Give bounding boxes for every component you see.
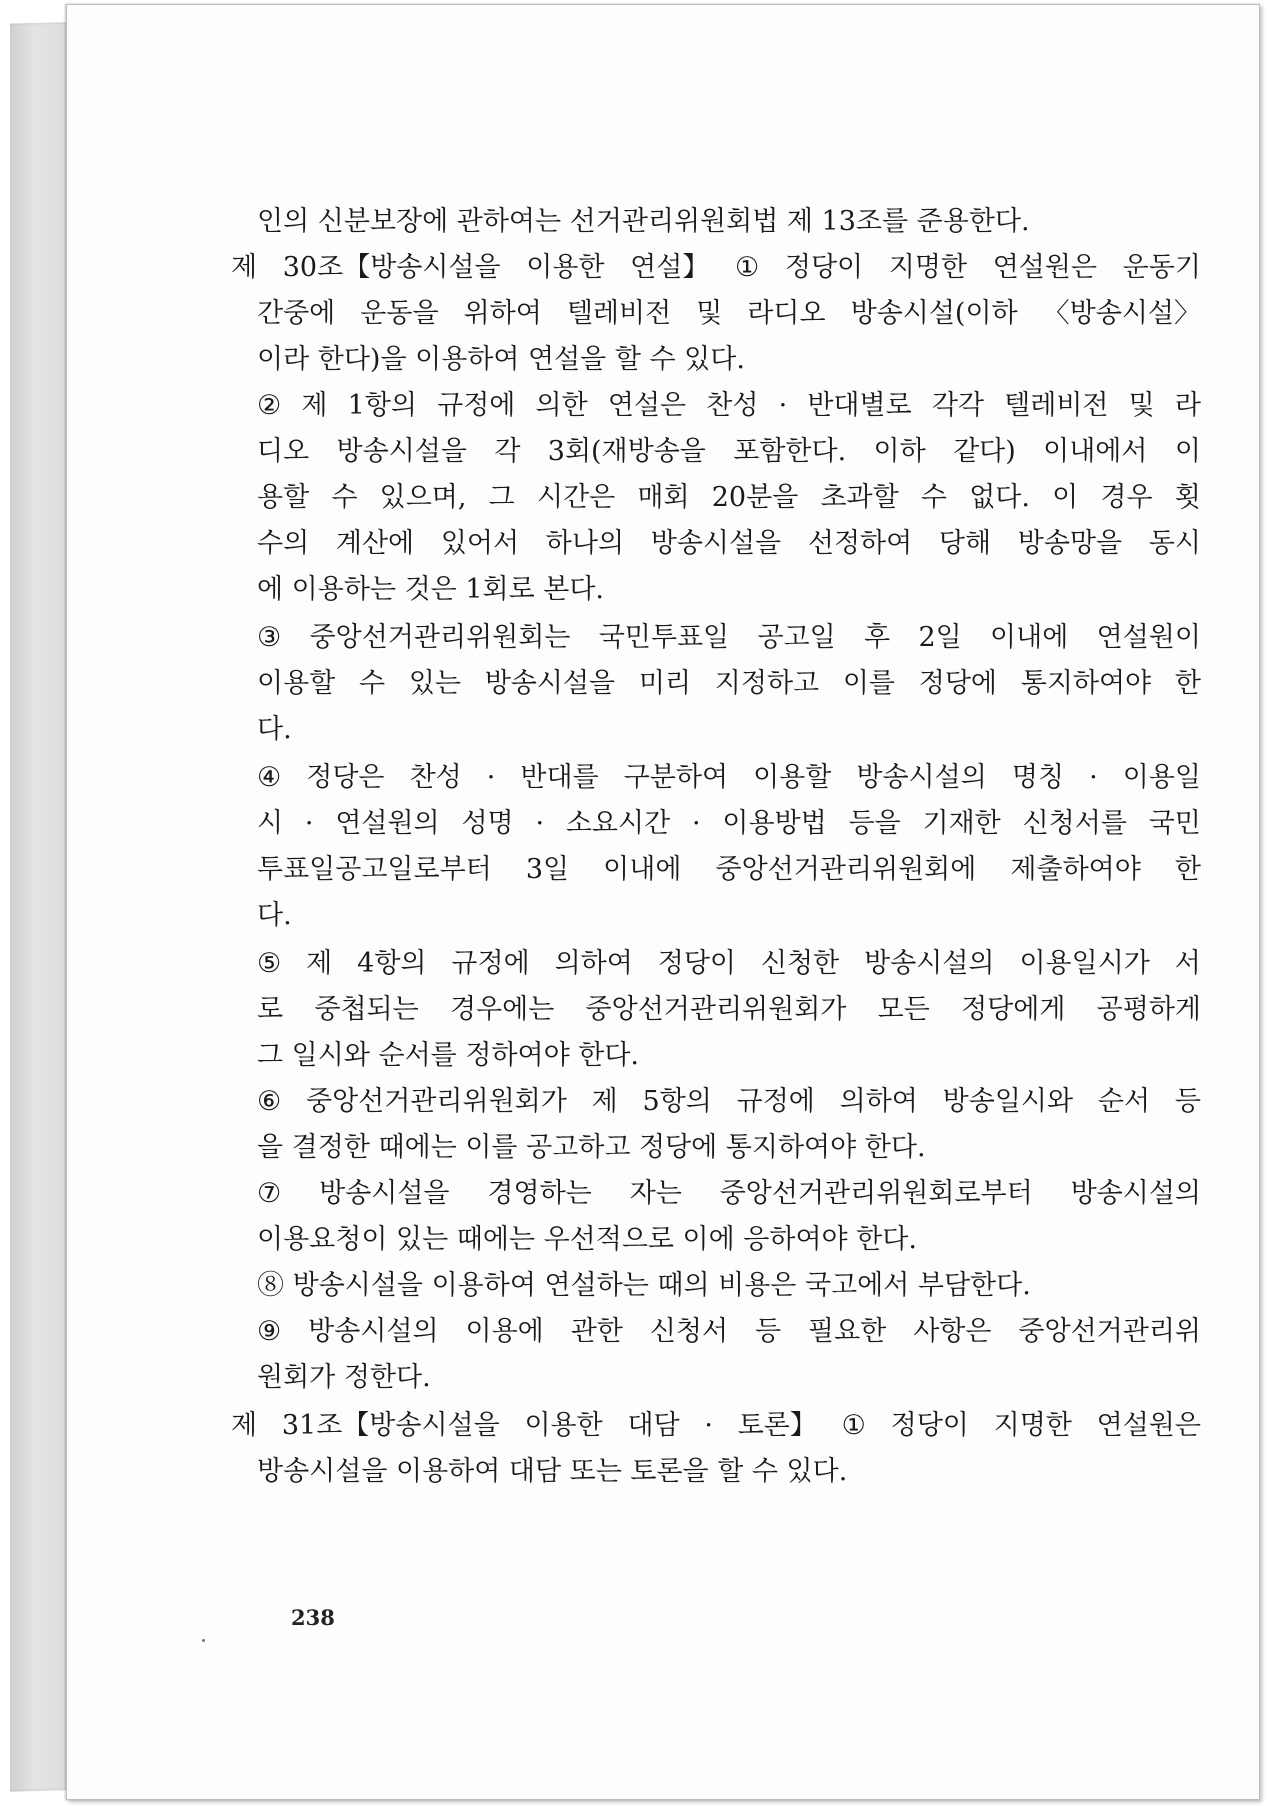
book-page [66, 4, 1260, 1800]
text-line: ② 제 1항의 규정에 의한 연설은 찬성 · 반대별로 각각 텔레비전 및 라 [257, 390, 1201, 421]
text-line: ⑧ 방송시설을 이용하여 연설하는 때의 비용은 국고에서 부담한다. [257, 1270, 1031, 1301]
text-line: 로 중첩되는 경우에는 중앙선거관리위원회가 모든 정당에게 공평하게 [257, 994, 1201, 1025]
text-line: ④ 정당은 찬성 · 반대를 구분하여 이용할 방송시설의 명칭 · 이용일 [257, 762, 1201, 793]
text-line: ⑥ 중앙선거관리위원회가 제 5항의 규정에 의하여 방송일시와 순서 등 [257, 1086, 1201, 1117]
text-line: 제 30조【방송시설을 이용한 연설】 ① 정당이 지명한 연설원은 운동기 [231, 252, 1201, 283]
text-line: 시 · 연설원의 성명 · 소요시간 · 이용방법 등을 기재한 신청서를 국민 [257, 808, 1201, 839]
text-line: 이라 한다)을 이용하여 연설을 할 수 있다. [257, 344, 745, 375]
page-number: 238 [291, 1605, 335, 1630]
text-line: 다. [257, 900, 292, 931]
text-line: 디오 방송시설을 각 3회(재방송을 포함한다. 이하 같다) 이내에서 이 [257, 436, 1201, 467]
text-line: 다. [257, 714, 292, 745]
text-line: 그 일시와 순서를 정하여야 한다. [257, 1040, 639, 1071]
book-spine-edge [10, 22, 72, 1792]
text-line: 수의 계산에 있어서 하나의 방송시설을 선정하여 당해 방송망을 동시 [257, 528, 1201, 559]
text-line: 인의 신분보장에 관하여는 선거관리위원회법 제 13조를 준용한다. [257, 206, 1030, 237]
text-line: 에 이용하는 것은 1회로 본다. [257, 574, 604, 605]
text-line: 이용할 수 있는 방송시설을 미리 지정하고 이를 정당에 통지하여야 한 [257, 668, 1201, 699]
text-line: 이용요청이 있는 때에는 우선적으로 이에 응하여야 한다. [257, 1224, 917, 1255]
text-line: 투표일공고일로부터 3일 이내에 중앙선거관리위원회에 제출하여야 한 [257, 854, 1201, 885]
text-line: 간중에 운동을 위하여 텔레비전 및 라디오 방송시설(이하 〈방송시설〉 [257, 298, 1201, 329]
text-line: ⑤ 제 4항의 규정에 의하여 정당이 신청한 방송시설의 이용일시가 서 [257, 948, 1201, 979]
text-line: ⑨ 방송시설의 이용에 관한 신청서 등 필요한 사항은 중앙선거관리위 [257, 1316, 1201, 1347]
text-line: 을 결정한 때에는 이를 공고하고 정당에 통지하여야 한다. [257, 1132, 926, 1163]
text-line: 용할 수 있으며, 그 시간은 매회 20분을 초과할 수 없다. 이 경우 횟 [257, 482, 1201, 513]
text-line: ⑦ 방송시설을 경영하는 자는 중앙선거관리위원회로부터 방송시설의 [257, 1178, 1201, 1209]
text-line: 제 31조【방송시설을 이용한 대담 · 토론】 ① 정당이 지명한 연설원은 [231, 1410, 1201, 1441]
text-line: ③ 중앙선거관리위원회는 국민투표일 공고일 후 2일 이내에 연설원이 [257, 622, 1201, 653]
scan-speck [202, 1639, 205, 1642]
text-line: 원회가 정한다. [257, 1362, 431, 1393]
text-line: 방송시설을 이용하여 대담 또는 토론을 할 수 있다. [257, 1456, 848, 1487]
